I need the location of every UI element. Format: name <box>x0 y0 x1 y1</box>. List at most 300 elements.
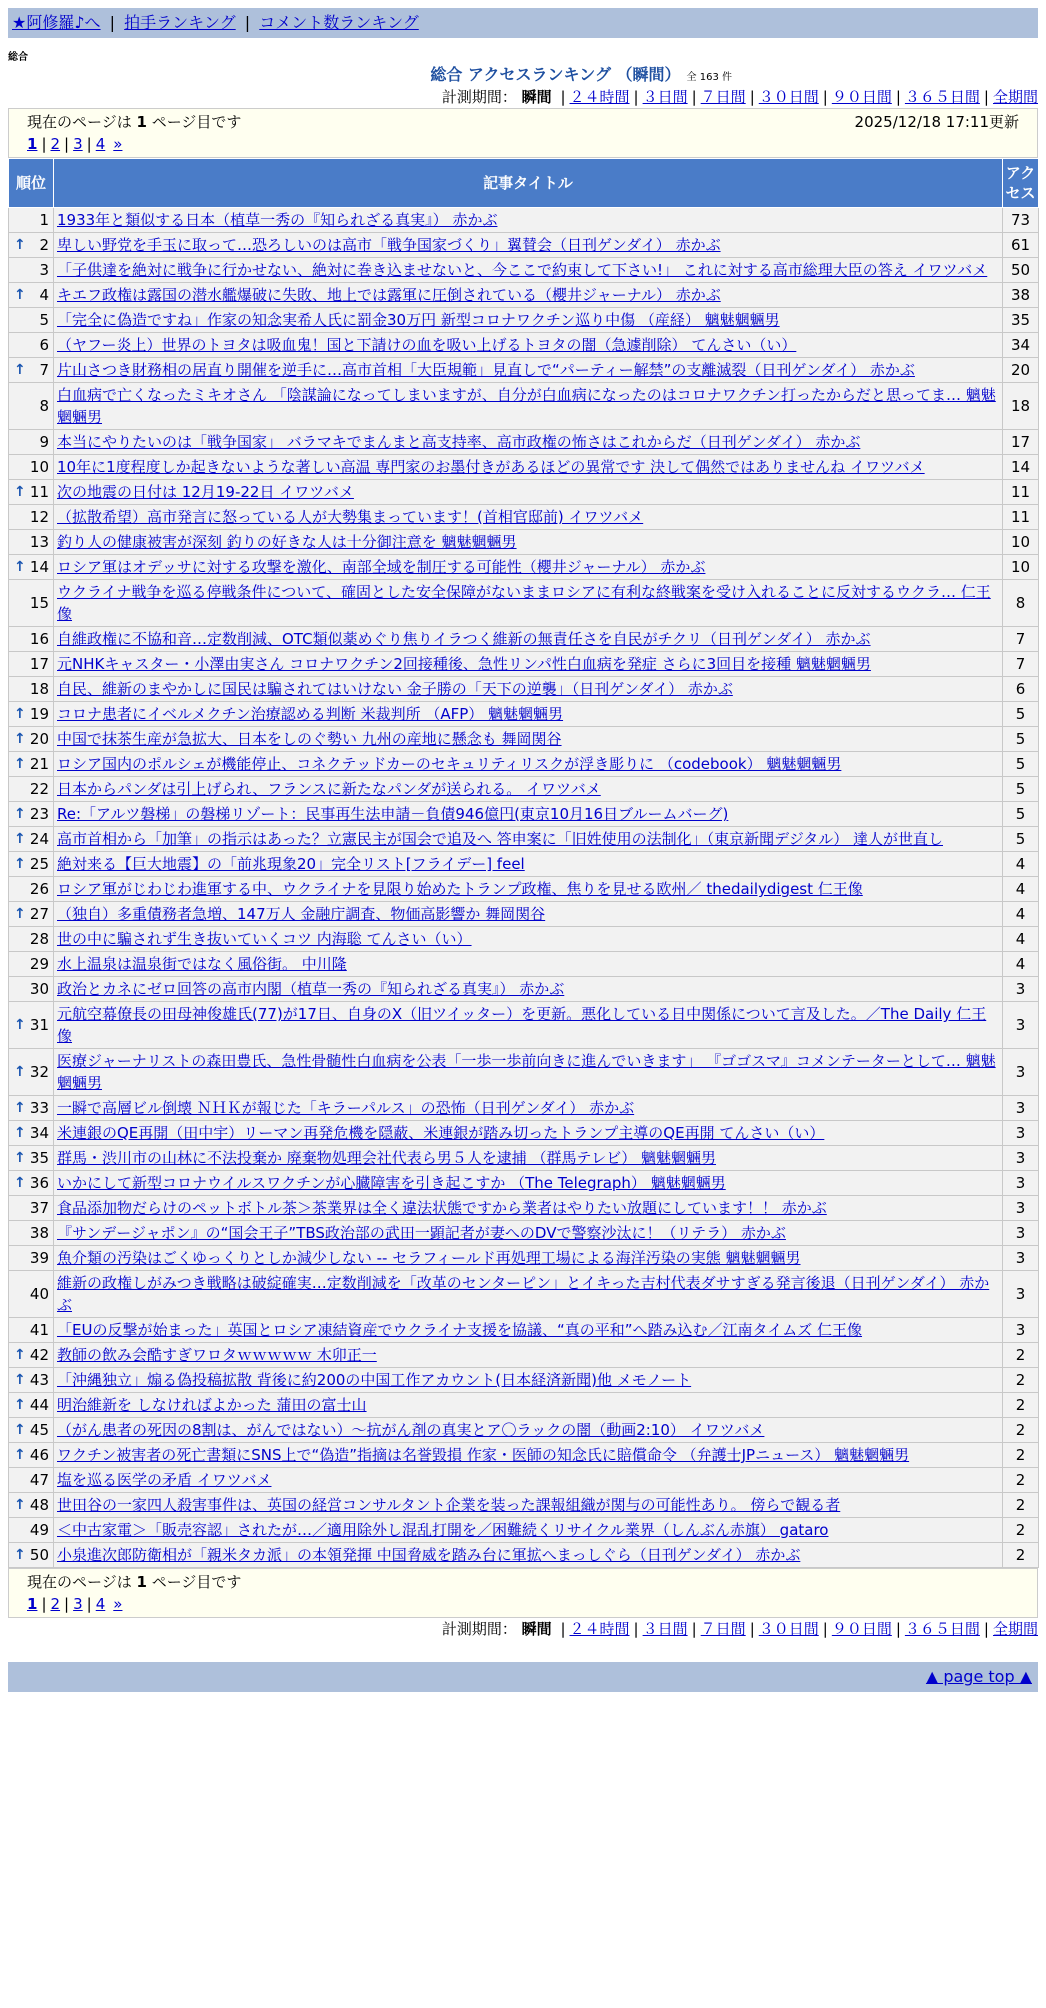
table-row <box>9 702 1039 727</box>
rank-cell <box>9 1096 54 1121</box>
article-link[interactable]: ロシア軍がじわじわ進軍する中、ウクライナを見限り始めたトランプ政権、焦りを見せる欧州／ thedailydigest 仁王像 <box>57 880 863 898</box>
table-row <box>9 727 1039 752</box>
table-row <box>9 555 1039 580</box>
rank-number: 26 <box>29 880 49 898</box>
rank-cell <box>9 1221 54 1246</box>
table-row <box>9 1221 1039 1246</box>
rank-cell <box>9 1543 54 1568</box>
rank-number: 46 <box>29 1446 49 1464</box>
article-link[interactable]: 自維政権に不協和音…定数削減、OTC類似薬めぐり焦りイラつく維新の無責任さを自民がチクリ（日刊ゲンダイ） 赤かぶ <box>57 630 871 648</box>
rank-number: 10 <box>29 458 49 476</box>
article-link[interactable]: 自民、維新のまやかしに国民は騙されてはいけない 金子勝の「天下の逆襲」（日刊ゲンダイ） 赤かぶ <box>57 680 733 698</box>
article-link[interactable]: 水上温泉は温泉街ではなく風俗街。 中川隆 <box>57 955 347 973</box>
table-row <box>9 333 1039 358</box>
rank-number: 15 <box>29 594 49 612</box>
rank-number: 41 <box>29 1321 49 1339</box>
access-count: 3 <box>1003 1121 1039 1146</box>
table-row <box>9 358 1039 383</box>
article-link[interactable]: 政治とカネにゼロ回答の高市内閣（植草一秀の『知られざる真実』） 赤かぶ <box>57 980 565 998</box>
access-count: 73 <box>1003 208 1039 233</box>
rank-number: 16 <box>29 630 49 648</box>
rank-cell <box>9 977 54 1002</box>
table-row <box>9 1171 1039 1196</box>
title-cell <box>54 505 1003 530</box>
access-count: 14 <box>1003 455 1039 480</box>
table-row <box>9 283 1039 308</box>
top-nav-bar <box>8 8 1038 38</box>
table-row <box>9 1368 1039 1393</box>
access-count: 2 <box>1003 1543 1039 1568</box>
page-link[interactable]: 2 <box>50 135 61 153</box>
rank-number: 2 <box>39 236 49 254</box>
table-row <box>9 530 1039 555</box>
rank-up-arrow-icon: ↑ <box>14 1547 26 1563</box>
rank-number: 23 <box>29 805 49 823</box>
article-link[interactable]: 1933年と類似する日本（植草一秀の『知られざる真実』） 赤かぶ <box>57 211 498 229</box>
rank-cell <box>9 1518 54 1543</box>
ranking-table <box>8 158 1039 1568</box>
rank-up-arrow-icon: ↑ <box>14 731 26 747</box>
title-cell <box>54 802 1003 827</box>
access-count: 11 <box>1003 505 1039 530</box>
next-page-link[interactable]: » <box>113 135 123 153</box>
rank-cell <box>9 555 54 580</box>
article-link[interactable]: 教師の飲み会酷すぎワロタｗｗｗｗｗ 木卯正一 <box>57 1346 377 1364</box>
period-link[interactable]: ２４時間 <box>569 1620 630 1638</box>
rank-number: 14 <box>29 558 49 576</box>
article-link[interactable]: ロシア国内のポルシェが機能停止、コネクテッドカーのセキュリティリスクが浮き彫りに （codebook） 魑魅魍魎男 <box>57 755 842 773</box>
period-link[interactable]: ７日間 <box>700 1620 746 1638</box>
access-count: 6 <box>1003 677 1039 702</box>
rank-cell <box>9 358 54 383</box>
access-count: 4 <box>1003 852 1039 877</box>
page-links <box>27 133 1019 155</box>
rank-up-arrow-icon: ↑ <box>14 484 26 500</box>
title-cell <box>54 727 1003 752</box>
ranking-title <box>8 64 1038 86</box>
table-row <box>9 752 1039 777</box>
article-link[interactable]: 元NHKキャスター・小澤由実さん コロナワクチン2回接種後、急性リンパ性白血病を発症 さらに3回目を接種 魑魅魍魎男 <box>57 655 871 673</box>
title-cell <box>54 383 1003 430</box>
rank-cell <box>9 727 54 752</box>
table-row <box>9 505 1039 530</box>
access-count: 18 <box>1003 383 1039 430</box>
period-link[interactable]: ７日間 <box>700 88 746 106</box>
article-link[interactable]: 「完全に偽造ですね」作家の知念実希人氏に罰金30万円 新型コロナワクチン巡り中傷 （産経） 魑魅魍魎男 <box>57 311 780 329</box>
rank-cell <box>9 233 54 258</box>
title-cell <box>54 1468 1003 1493</box>
rank-up-arrow-icon: ↑ <box>14 1497 26 1513</box>
title-cell <box>54 1146 1003 1171</box>
access-count: 2 <box>1003 1443 1039 1468</box>
access-count: 20 <box>1003 358 1039 383</box>
rank-number: 31 <box>29 1016 49 1034</box>
rank-cell <box>9 652 54 677</box>
article-link[interactable]: コロナ患者にイベルメクチン治療認める判断 米裁判所 （AFP） 魑魅魍魎男 <box>57 705 564 723</box>
title-cell <box>54 1121 1003 1146</box>
access-count: 4 <box>1003 952 1039 977</box>
article-link[interactable]: 「EUの反撃が始まった」英国とロシア凍結資産でウクライナ支援を協議、“真の平和”へ踏み込む／江南タイムズ 仁王像 <box>57 1321 863 1339</box>
next-page-link[interactable]: » <box>113 1595 123 1613</box>
rank-number: 19 <box>29 705 49 723</box>
article-link[interactable]: 小泉進次郎防衛相が「親米タカ派」の本領発揮 中国脅威を踏み台に軍拡へまっしぐら（日刊ゲンダイ） 赤かぶ <box>57 1546 801 1564</box>
title-cell <box>54 1318 1003 1343</box>
rank-cell <box>9 802 54 827</box>
access-count: 4 <box>1003 902 1039 927</box>
rank-number: 17 <box>29 655 49 673</box>
rank-cell <box>9 777 54 802</box>
page-link-current[interactable]: 1 <box>27 1595 38 1613</box>
title-cell <box>54 283 1003 308</box>
rank-up-arrow-icon: ↑ <box>14 362 26 378</box>
table-row <box>9 852 1039 877</box>
table-row <box>9 1271 1039 1318</box>
article-link[interactable]: 卑しい野党を手玉に取って…恐ろしいのは高市「戦争国家づくり」翼賛会（日刊ゲンダイ） 赤かぶ <box>57 236 721 254</box>
table-row <box>9 1443 1039 1468</box>
table-row <box>9 1393 1039 1418</box>
table-row <box>9 652 1039 677</box>
home-link[interactable]: ★阿修羅♪へ <box>12 13 101 32</box>
rank-up-arrow-icon: ↑ <box>14 1064 26 1080</box>
article-link[interactable]: 元航空幕僚長の田母神俊雄氏(77)が17日、自身のX（旧ツイッター）を更新。悪化している日中関係について言及した。／The Daily 仁王像 <box>57 1005 987 1045</box>
table-row <box>9 1002 1039 1049</box>
page-top-link[interactable]: ▲ page top ▲ <box>925 1667 1032 1686</box>
title-cell <box>54 480 1003 505</box>
page-link[interactable]: 3 <box>73 1595 83 1613</box>
article-link[interactable]: （がん患者の死因の8割は、がんではない）～抗がん剤の真実とア〇ラックの闇（動画2:10） イワツバメ <box>57 1421 765 1439</box>
access-count: 10 <box>1003 555 1039 580</box>
rank-number: 3 <box>39 261 49 279</box>
page-link-current[interactable]: 1 <box>27 135 38 153</box>
article-link[interactable]: Re:「アルツ磐梯」の磐梯リゾート：民事再生法申請－負債946億円(東京10月16日ブルームバーグ) <box>57 805 729 823</box>
period-selector-top <box>8 86 1038 108</box>
title-cell <box>54 852 1003 877</box>
access-count: 7 <box>1003 652 1039 677</box>
access-count: 3 <box>1003 1221 1039 1246</box>
title-cell <box>54 1271 1003 1318</box>
table-row <box>9 1468 1039 1493</box>
article-link[interactable]: 「子供達を絶対に戦争に行かせない、絶対に巻き込ませないと、今ここで約束して下さい!」 これに対する高市総理大臣の答え イワツバメ <box>57 261 988 279</box>
rank-cell <box>9 1393 54 1418</box>
article-link[interactable]: （ヤフー炎上）世界のトヨタは吸血鬼！国と下請けの血を吸い上げるトヨタの闇（急遽削除） てんさい（い） <box>57 336 797 354</box>
title-cell <box>54 258 1003 283</box>
rank-up-arrow-icon: ↑ <box>14 559 26 575</box>
access-count: 3 <box>1003 1318 1039 1343</box>
period-separator: | <box>633 1620 639 1638</box>
article-link[interactable]: 魚介類の汚染はごくゆっくりとしか減少しない -- セラフィールド再処理工場による海洋汚染の実態 魑魅魍魎男 <box>57 1249 801 1267</box>
article-link[interactable]: 日本からパンダは引上げられ、フランスに新たなパンダが送られる。 イワツバメ <box>57 780 601 798</box>
title-cell <box>54 1002 1003 1049</box>
period-separator: | <box>895 1620 901 1638</box>
title-cell <box>54 1543 1003 1568</box>
table-row <box>9 1096 1039 1121</box>
updated-timestamp: 2025/12/18 17:11更新 <box>854 113 1019 131</box>
period-link[interactable]: ２４時間 <box>569 88 630 106</box>
table-row <box>9 1049 1039 1096</box>
access-count: 3 <box>1003 1271 1039 1318</box>
page-links-bottom <box>27 1593 1019 1615</box>
article-link[interactable]: 塩を巡る医学の矛盾 イワツバメ <box>57 1471 272 1489</box>
period-link[interactable]: 全期間 <box>992 1620 1038 1638</box>
period-link[interactable]: ９０日間 <box>831 1620 892 1638</box>
access-count: 50 <box>1003 258 1039 283</box>
rank-cell <box>9 1002 54 1049</box>
period-separator: | <box>749 1620 755 1638</box>
rank-cell <box>9 580 54 627</box>
article-link[interactable]: 白血病で亡くなったミキオさん 「陰謀論になってしまいますが、自分が白血病になったのはコロナワクチン打ったからだと思ってま… 魑魅魍魎男 <box>57 386 996 426</box>
rank-cell <box>9 383 54 430</box>
applause-ranking-link[interactable]: 拍手ランキング <box>124 13 236 32</box>
article-link[interactable]: 高市首相から「加筆」の指示はあった？立憲民主が国会で追及へ 答申案に「旧姓使用の法制化」（東京新聞デジタル） 達人が世直し <box>57 830 943 848</box>
rank-number: 7 <box>39 361 49 379</box>
title-cell <box>54 530 1003 555</box>
current-page-text-bottom: 現在のページは 1 ページ目です <box>27 1573 242 1591</box>
title-cell <box>54 1393 1003 1418</box>
period-link[interactable]: 全期間 <box>992 88 1038 106</box>
article-link[interactable]: 片山さつき財務相の居直り開催を逆手に…高市首相「大臣規範」見直しで“パーティー解禁”の支離滅裂（日刊ゲンダイ） 赤かぶ <box>57 361 915 379</box>
article-link[interactable]: 世の中に騙されず生き抜いていくコツ 内海聡 てんさい（い） <box>57 930 472 948</box>
rank-number: 32 <box>29 1063 49 1081</box>
rank-number: 48 <box>29 1496 49 1514</box>
title-cell <box>54 1343 1003 1368</box>
rank-number: 4 <box>39 286 49 304</box>
title-cell <box>54 1171 1003 1196</box>
rank-up-arrow-icon: ↑ <box>14 237 26 253</box>
rank-number: 25 <box>29 855 49 873</box>
article-link[interactable]: 中国で抹茶生産が急拡大、日本をしのぐ勢い 九州の産地に懸念も 舞岡関谷 <box>57 730 562 748</box>
title-cell <box>54 952 1003 977</box>
table-row <box>9 677 1039 702</box>
title-cell <box>54 308 1003 333</box>
rank-cell <box>9 827 54 852</box>
article-link[interactable]: 世田谷の一家四人殺害事件は、英国の経営コンサルタント企業を装った課報組織が関与の可能性あり。 傍らで観る者 <box>57 1496 841 1514</box>
article-link[interactable]: 群馬・渋川市の山林に不法投棄か 廃棄物処理会社代表ら男５人を逮捕 （群馬テレビ） 魑魅魍魎男 <box>57 1149 717 1167</box>
rank-cell <box>9 333 54 358</box>
access-count: 17 <box>1003 430 1039 455</box>
rank-cell <box>9 952 54 977</box>
period-separator: | <box>983 88 989 106</box>
table-row <box>9 627 1039 652</box>
access-count: 34 <box>1003 333 1039 358</box>
rank-cell <box>9 1318 54 1343</box>
period-link[interactable]: ３日間 <box>642 88 688 106</box>
rank-cell <box>9 1146 54 1171</box>
title-cell <box>54 1418 1003 1443</box>
rank-cell <box>9 258 54 283</box>
rank-number: 42 <box>29 1346 49 1364</box>
rank-number: 1 <box>39 211 49 229</box>
table-row <box>9 877 1039 902</box>
period-separator: | <box>895 88 901 106</box>
article-link[interactable]: いかにして新型コロナウイルスワクチンが心臓障害を引き起こすか （The Telegraph） 魑魅魍魎男 <box>57 1174 726 1192</box>
period-current: 瞬間 <box>521 1620 552 1638</box>
access-count: 5 <box>1003 777 1039 802</box>
table-row <box>9 902 1039 927</box>
table-row <box>9 580 1039 627</box>
article-link[interactable]: （独自）多重債務者急増、147万人 金融庁調査、物価高影響か 舞岡関谷 <box>57 905 546 923</box>
ranking-title-text: 総合 アクセスランキング （瞬間） <box>430 65 681 84</box>
access-count: 2 <box>1003 1468 1039 1493</box>
article-link[interactable]: 「沖縄独立」煽る偽投稿拡散 背後に約200の中国工作アカウント(日本経済新聞)他 メモノート <box>57 1371 692 1389</box>
article-link[interactable]: 釣り人の健康被害が深刻 釣りの好きな人は十分御注意を 魑魅魍魎男 <box>57 533 517 551</box>
page-separator: | <box>86 135 92 153</box>
rank-cell <box>9 1271 54 1318</box>
article-link[interactable]: ウクライナ戦争を巡る停戦条件について、確固とした安全保障がないままロシアに有利な終戦案を受け入れることに反対するウクラ… 仁王像 <box>57 583 991 623</box>
rank-up-arrow-icon: ↑ <box>14 856 26 872</box>
page-link[interactable]: 3 <box>73 135 83 153</box>
title-cell <box>54 902 1003 927</box>
rank-cell <box>9 1049 54 1096</box>
period-link[interactable]: ３０日間 <box>758 1620 819 1638</box>
page-link[interactable]: 4 <box>95 1595 106 1613</box>
table-row <box>9 430 1039 455</box>
page-link[interactable]: 2 <box>50 1595 61 1613</box>
table-row <box>9 927 1039 952</box>
article-link[interactable]: ワクチン被害者の死亡書類にSNS上で“偽造”指摘は名誉毀損 作家・医師の知念氏に賠償命令 （弁護士JPニュース） 魑魅魍魎男 <box>57 1446 910 1464</box>
rank-cell <box>9 530 54 555</box>
period-separator: | <box>691 88 697 106</box>
access-count: 3 <box>1003 1002 1039 1049</box>
article-link[interactable]: 維新の政権しがみつき戦略は破綻確実…定数削減を「改革のセンターピン」とイキった吉村代表ダサすぎる発言後退（日刊ゲンダイ） 赤かぶ <box>57 1274 990 1314</box>
period-links <box>556 88 1038 106</box>
table-row <box>9 480 1039 505</box>
article-link[interactable]: 10年に1度程度しか起きないような著しい高温 専門家のお墨付きがあるほどの異常です 決して偶然ではありませんね イワツバメ <box>57 458 925 476</box>
page-separator: | <box>41 1595 47 1613</box>
rank-cell <box>9 455 54 480</box>
period-separator: | <box>691 1620 697 1638</box>
page-separator: | <box>86 1595 92 1613</box>
rank-number: 13 <box>29 533 49 551</box>
rank-cell <box>9 877 54 902</box>
access-count: 38 <box>1003 283 1039 308</box>
title-cell <box>54 358 1003 383</box>
period-link[interactable]: ３０日間 <box>758 88 819 106</box>
rank-number: 24 <box>29 830 49 848</box>
table-row <box>9 383 1039 430</box>
title-cell <box>54 208 1003 233</box>
period-link[interactable]: ９０日間 <box>831 88 892 106</box>
table-row <box>9 1146 1039 1171</box>
page-separator: | <box>64 1595 70 1613</box>
article-link[interactable]: 次の地震の日付は 12月19-22日 イワツバメ <box>57 483 354 501</box>
article-link[interactable]: キエフ政権は露国の潜水艦爆破に失敗、地上では露軍に圧倒されている（櫻井ジャーナル） 赤かぶ <box>57 286 721 304</box>
rank-number: 33 <box>29 1099 49 1117</box>
rank-cell <box>9 308 54 333</box>
title-cell <box>54 877 1003 902</box>
rank-number: 8 <box>39 397 49 415</box>
article-link[interactable]: ＜中古家電＞「販売容認」されたが…／適用除外し混乱打開を／困難続くリサイクル業界（しんぶん赤旗） gataro <box>57 1521 829 1539</box>
rank-cell <box>9 902 54 927</box>
access-count: 2 <box>1003 1493 1039 1518</box>
comment-ranking-link[interactable]: コメント数ランキング <box>259 13 419 32</box>
rank-number: 44 <box>29 1396 49 1414</box>
access-count: 4 <box>1003 927 1039 952</box>
nav-separator: | <box>244 13 251 32</box>
period-separator: | <box>560 1620 566 1638</box>
title-cell <box>54 233 1003 258</box>
article-link[interactable]: 本当にやりたいのは「戦争国家」 バラマキでまんまと高支持率、高市政権の怖さはこれからだ（日刊ゲンダイ） 赤かぶ <box>57 433 861 451</box>
period-label: 計測期間： <box>441 1620 517 1638</box>
table-row <box>9 1493 1039 1518</box>
table-row <box>9 1343 1039 1368</box>
article-link[interactable]: 医療ジャーナリストの森田豊氏、急性骨髄性白血病を公表「一歩一歩前向きに進んでいきます」 『ゴゴスマ』コメンテーターとして… 魑魅魍魎男 <box>57 1052 996 1092</box>
period-selector-bottom <box>8 1618 1038 1640</box>
rank-number: 34 <box>29 1124 49 1142</box>
access-count: 3 <box>1003 1171 1039 1196</box>
period-link[interactable]: ３日間 <box>642 1620 688 1638</box>
page-link[interactable]: 4 <box>95 135 106 153</box>
table-row <box>9 952 1039 977</box>
header-rank: 順位 <box>9 159 54 208</box>
access-count: 3 <box>1003 1146 1039 1171</box>
rank-number: 5 <box>39 311 49 329</box>
table-row <box>9 1543 1039 1568</box>
article-link[interactable]: ロシア軍はオデッサに対する攻撃を激化、南部全域を制圧する可能性（櫻井ジャーナル） 赤かぶ <box>57 558 706 576</box>
period-link[interactable]: ３６５日間 <box>904 1620 980 1638</box>
period-current: 瞬間 <box>521 88 552 106</box>
article-link[interactable]: 米連銀のQE再開（田中宇）リーマン再発危機を隠蔽、米連銀が踏み切ったトランプ主導のQE再開 てんさい（い） <box>57 1124 825 1142</box>
access-count: 2 <box>1003 1418 1039 1443</box>
rank-up-arrow-icon: ↑ <box>14 1017 26 1033</box>
rank-number: 40 <box>29 1285 49 1303</box>
article-link[interactable]: （拡散希望）高市発言に怒っている人が大勢集まっています！(首相官邸前) イワツバメ <box>57 508 644 526</box>
table-row <box>9 1196 1039 1221</box>
page-separator: | <box>64 135 70 153</box>
rank-cell <box>9 1368 54 1393</box>
rank-number: 21 <box>29 755 49 773</box>
rank-up-arrow-icon: ↑ <box>14 906 26 922</box>
rank-number: 47 <box>29 1471 49 1489</box>
article-link[interactable]: 明治維新を しなければよかった 蒲田の富士山 <box>57 1396 367 1414</box>
article-link[interactable]: 食品添加物だらけのペットボトル茶＞茶業界は全く違法状態ですから業者はやりたい放題にしています！！ 赤かぶ <box>57 1199 827 1217</box>
rank-number: 18 <box>29 680 49 698</box>
table-row <box>9 1121 1039 1146</box>
rank-number: 36 <box>29 1174 49 1192</box>
title-cell <box>54 430 1003 455</box>
title-cell <box>54 702 1003 727</box>
period-link[interactable]: ３６５日間 <box>904 88 980 106</box>
rank-number: 6 <box>39 336 49 354</box>
access-count: 3 <box>1003 1096 1039 1121</box>
article-link[interactable]: 絶対来る【巨大地震】の「前兆現象20」完全リスト[フライデー] feel <box>57 855 525 873</box>
table-row <box>9 308 1039 333</box>
rank-cell <box>9 430 54 455</box>
bottom-bar <box>8 1662 1038 1692</box>
rank-cell <box>9 677 54 702</box>
title-cell <box>54 777 1003 802</box>
table-row <box>9 777 1039 802</box>
rank-up-arrow-icon: ↑ <box>14 706 26 722</box>
table-row <box>9 827 1039 852</box>
rank-cell <box>9 1196 54 1221</box>
access-count: 3 <box>1003 1049 1039 1096</box>
rank-number: 39 <box>29 1249 49 1267</box>
access-count: 3 <box>1003 977 1039 1002</box>
rank-number: 38 <box>29 1224 49 1242</box>
rank-number: 20 <box>29 730 49 748</box>
access-count: 8 <box>1003 580 1039 627</box>
article-link[interactable]: 一瞬で高層ビル倒壊 ＮＨＫが報じた「キラーパルス」の恐怖（日刊ゲンダイ） 赤かぶ <box>57 1099 635 1117</box>
ranking-count: 全 163 件 <box>686 72 732 83</box>
access-count: 4 <box>1003 877 1039 902</box>
title-cell <box>54 580 1003 627</box>
article-link[interactable]: 『サンデージャポン』の“国会王子”TBS政治部の武田一顕記者が妻へのDVで警察沙汰に！（リテラ） 赤かぶ <box>57 1224 786 1242</box>
access-count: 5 <box>1003 752 1039 777</box>
rank-cell <box>9 752 54 777</box>
rank-cell <box>9 1443 54 1468</box>
rank-up-arrow-icon: ↑ <box>14 1150 26 1166</box>
rank-cell <box>9 1493 54 1518</box>
